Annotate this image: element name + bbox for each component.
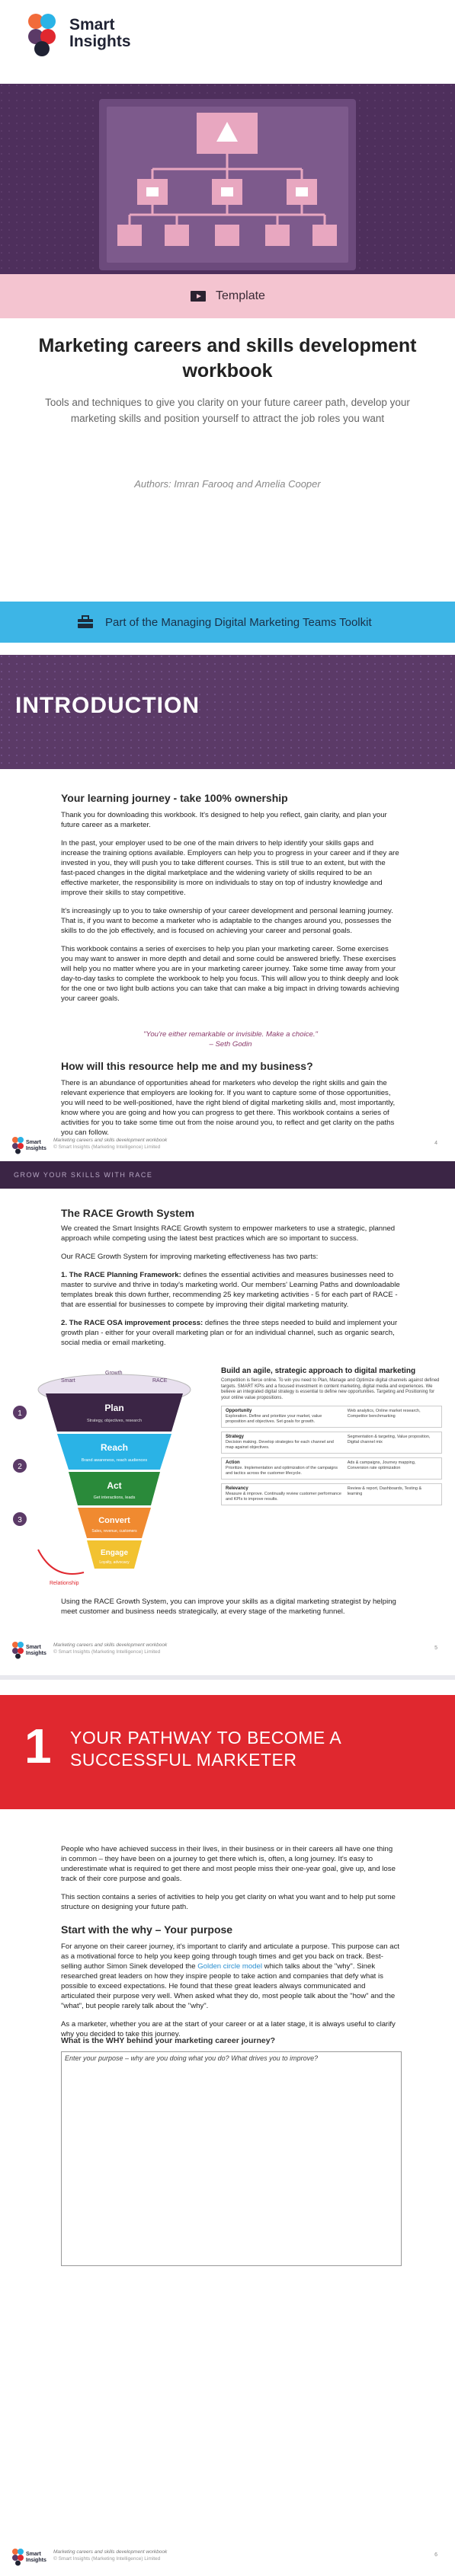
funnel-bottom-word: Relationship [50,1581,79,1586]
race-paragraph-4 [61,1318,400,1348]
race-heading: The RACE Growth System [61,1207,195,1219]
section-number: 1 [24,1719,52,1773]
race-box-relevancy [221,1483,442,1505]
race-planning-text: defines the essential activities and measures businesses need to master to survive and thrive in today's marketing world. Our members' Learning Paths and downloadable templates break this down further, recommending 25 key marketing activities - 5 for each part of RACE - that are essential for businesses to compete by improving their digital marketing maturity. [61,1271,400,1309]
footer-copyright: © Smart Insights (Marketing Intelligence) Limited [53,2556,161,2562]
race-box-opportunity [221,1406,442,1428]
page-subtitle: Tools and techniques to give you clarity on your future career path, develop your marketing skills and position yourself to attract the job roles you want [45,397,410,424]
purpose-answer-box[interactable] [61,2051,402,2266]
footer-logo-line1: Smart [26,1645,41,1650]
why-question: What is the WHY behind your marketing career journey? [61,2036,276,2045]
section-paragraph-2: This section contains a series of activities to help you get clarity on what you want and to help put some structure on designing your future path. [61,1893,396,1911]
section-title-line2: SUCCESSFUL MARKETER [70,1750,297,1770]
org-chart-illustration [0,84,455,274]
brand-name-line1: Smart [69,16,115,34]
funnel-sub-convert: Sales, revenue, customers [91,1529,137,1534]
footer-logo-icon [11,1136,46,1154]
help-paragraph: There is an abundance of opportunities ahead for marketers who develop the right skills and gain the relevant experience that employers are looking for. If you want to capture some of those opportunities, you will need to be well-positioned, have the right blend of digital marketing skills and, most importantly, know where you are going and how you can progress to get there. This workbook contains a series of activities for you to take some time out from the noise around you, to reflect and get clarity on the paths you can follow. [61,1079,396,1137]
funnel-side-number-2: 2 [18,1463,22,1471]
race-closing [61,1597,400,1625]
race-funnel-diagram [8,1359,206,1588]
funnel-stage-reach: Reach [100,1442,129,1453]
toolbox-icon [76,614,95,630]
funnel-stage-convert: Convert [98,1516,130,1525]
race-header-text: GROW YOUR SKILLS WITH RACE [14,1171,153,1179]
page-cover [0,0,455,819]
introduction-banner [0,655,455,769]
race-paragraph-5: Using the RACE Growth System, you can improve your skills as a digital marketing strategist by helping meet customer and business needs strategically, at every stage of the marketing funnel. [61,1598,396,1616]
section-title-line1: YOUR PATHWAY TO BECOME A [70,1728,342,1748]
page-footer [11,1136,444,1156]
race-box-head: Relevancy [226,1486,248,1491]
intro-body [61,810,400,1012]
purpose-heading: Start with the why – Your purpose [61,1923,233,1936]
funnel-side-number-3: 3 [18,1516,22,1524]
race-header [0,1161,455,1189]
race-box-strategy [221,1432,442,1454]
footer-logo-icon [11,2548,46,2566]
race-osa-label: 2. The RACE OSA improvement process: [61,1319,203,1327]
race-paragraph-3 [61,1270,400,1310]
section-title [70,1727,341,1771]
race-box-list: Segmentation & targeting, Value proposition, Digital channel mix [347,1435,431,1444]
intro-paragraph-1: Thank you for downloading this workbook. It's designed to help you reflect, gain clarity, and plan your future career as a marketer. [61,811,387,829]
hero-illustration [0,84,455,274]
footer-logo-line2: Insights [26,2558,46,2563]
page-race-diagram [0,1359,455,1725]
purpose-text-b: which talks about the "why". Sinek researched great leaders on how they inspire people to take action and companies that defy what is possible to exceed expectations. He found that these great leaders always communicated and articulated their purpose very well. When asked what they do, most people talk about the "how" and the "what", but people rarely talk about the "why". [61,1962,396,2010]
funnel-label-smart: Smart [61,1378,75,1384]
funnel-side-number-1: 1 [18,1409,22,1418]
funnel-stage-plan: Plan [104,1403,124,1413]
race-box-list: Web analytics, Online market research, Competitor benchmarking [347,1409,421,1419]
intro-paragraph-3: It's increasingly up to you to take ownership of your career development and personal learning journey. That is, if you want to become a marketer who is adaptable to the changes around you, possesses the skills to do the job effectively, and is focused on achieving your career and personal goals. [61,907,393,935]
purpose-body [61,1942,400,2048]
race-osa-text: defines the three steps needed to build and implement your growth plan - either for your overall marketing plan or for an individual channel, such as organic search, social media or email marketing. [61,1319,398,1347]
help-heading: How will this resource help me and my business? [61,1060,313,1072]
footer-logo-line1: Smart [26,1140,41,1145]
page-title: Marketing careers and skills development workbook [38,335,417,381]
race-box-action [221,1457,442,1480]
funnel-sub-engage: Loyalty, advocacy [99,1560,130,1565]
footer-title: Marketing careers and skills development workbook [53,2549,168,2555]
learning-journey-heading: Your learning journey - take 100% ownership [61,792,288,804]
purpose-text-a: For anyone on their career journey, it's important to clarify and articulate a purpose. This purpose can act as a motivational force to help you keep going through tough times and get you back on track. Best-selling author Simon Sinek developed the [61,1942,400,1971]
brand-logo[interactable] [21,9,131,58]
race-box-text: Decision making. Develop strategies for each channel and map against objectives. [226,1440,334,1450]
funnel-sub-plan: Strategy, objectives, research [86,1419,143,1423]
footer-logo-line2: Insights [26,1146,46,1151]
brand-name-line2: Insights [69,33,131,50]
race-box-head: Opportunity [226,1409,252,1413]
race-box-text: Exploration. Define and prioritize your market, value proposition and objectives. Set goals for growth. [226,1414,322,1424]
race-box-head: Strategy [226,1435,245,1439]
toolkit-band[interactable] [0,602,455,643]
footer-title: Marketing careers and skills development workbook [53,1138,168,1143]
smart-insights-logo-icon [21,9,63,58]
race-right-panel [221,1367,442,1509]
funnel-stage-engage: Engage [100,1549,129,1557]
purpose-paragraph-2: As a marketer, whether you are at the start of your career or at a later stage, it is always useful to clarify why you decided to take this journey. [61,2020,396,2038]
race-right-intro: Competition is fierce online. To win you need to Plan, Manage and Optimize digital channels against defined targets. SMART KPIs and a focused investment in content marketing, digital media and experiences. We believe an integrated digital strategy is essential to define new opportunities. Targeting and Positioning for your online value propositions. [221,1378,440,1400]
intro-paragraph-2: In the past, your employer used to be one of the main drivers to help identify your skills gaps and increase the training options available. Employers can help you to progress in your career and if they are invested in you, they will push you to take different courses. This is still true to an extent, but with the fast-paced changes in the digital marketplace and the widening variety of skills required to be an effective marketer, the responsibility is more on individuals to stay on top of industry knowledge and improve their skills to stay competitive. [61,839,399,897]
funnel-sub-act: Get interactions, leads [93,1495,136,1500]
footer-title: Marketing careers and skills development workbook [53,1642,168,1648]
section-1-intro [61,1844,400,1920]
race-box-text: Prioritize. Implementation and optimization of the campaigns and tactics across the customer lifecycle. [226,1466,338,1476]
introduction-heading: INTRODUCTION [15,693,200,718]
page-introduction [0,792,455,1161]
section-1-banner [0,1695,455,1809]
footer-logo-line1: Smart [26,2552,41,2557]
race-right-title: Build an agile, strategic approach to digital marketing [221,1367,416,1375]
funnel-sub-reach: Brand awareness, reach audiences [81,1458,148,1463]
page-number: 5 [434,1646,437,1651]
funnel-stage-act: Act [107,1480,122,1491]
quote-author: – Seth Godin [209,1040,252,1049]
funnel-label-race: RACE [152,1378,168,1384]
race-body [61,1224,400,1356]
video-icon [190,289,207,303]
race-paragraph-2: Our RACE Growth System for improving marketing effectiveness has two parts: [61,1253,319,1261]
page-footer [11,1641,444,1661]
section-paragraph-1: People who have achieved success in their lives, in their business or in their careers all have one thing in common – they have been on a journey to get there which is, often, a long journey. It's easy to underestimate what is required to get there and most people miss their one-year goal, give up, and lose track of their core purpose and goals. [61,1845,396,1883]
golden-circle-link[interactable]: Golden circle model [197,1962,262,1971]
intro-paragraph-4: This workbook contains a series of exercises to help you plan your marketing career. Some exercises you may want to answer in more depth and detail and some could be answered briefly. These exercises will help you no matter where you are in your marketing career journey. Take some time away from your day-to-day tasks to complete the workbook to help you focus. This will allow you to think deeply and look for the one or two light bulb actions you can take that can make a big impact in driving towards achieving your career goals. [61,945,399,1003]
purpose-paragraph-1 [61,1942,400,2011]
footer-copyright: © Smart Insights (Marketing Intelligence) Limited [53,1649,161,1655]
seth-godin-quote: "You're either remarkable or invisible. Make a choice." [143,1030,318,1039]
race-planning-label: 1. The RACE Planning Framework: [61,1271,181,1279]
funnel-label-growth: Growth [105,1371,123,1376]
race-box-head: Action [226,1460,240,1465]
page-number: 6 [434,2552,437,2558]
template-band [0,274,455,318]
page-section-1 [0,1680,455,2576]
footer-copyright: © Smart Insights (Marketing Intelligence) Limited [53,1144,161,1150]
race-paragraph-1: We created the Smart Insights RACE Growth system to empower marketers to use a strategic, planned approach while competing using the latest best practices which are so important to success. [61,1224,396,1243]
footer-logo-line2: Insights [26,1651,46,1656]
race-box-text: Measure & improve. Continually review customer performance and KPIs to improve results. [226,1492,341,1502]
authors: Authors: Imran Farooq and Amelia Cooper [134,478,321,490]
page-footer [11,2548,444,2568]
page-number: 4 [434,1141,437,1146]
toolkit-label: Part of the Managing Digital Marketing Teams Toolkit [105,615,372,629]
footer-logo-icon [11,1641,46,1659]
race-box-list: Ads & campaigns, Journey mapping, Conversion rate optimization [347,1460,416,1470]
template-label: Template [216,289,265,302]
race-box-list: Review & report, Dashboards, Testing & learning [347,1486,422,1496]
purpose-prompt: Enter your purpose – why are you doing what you do? What drives you to improve? [65,2054,319,2062]
